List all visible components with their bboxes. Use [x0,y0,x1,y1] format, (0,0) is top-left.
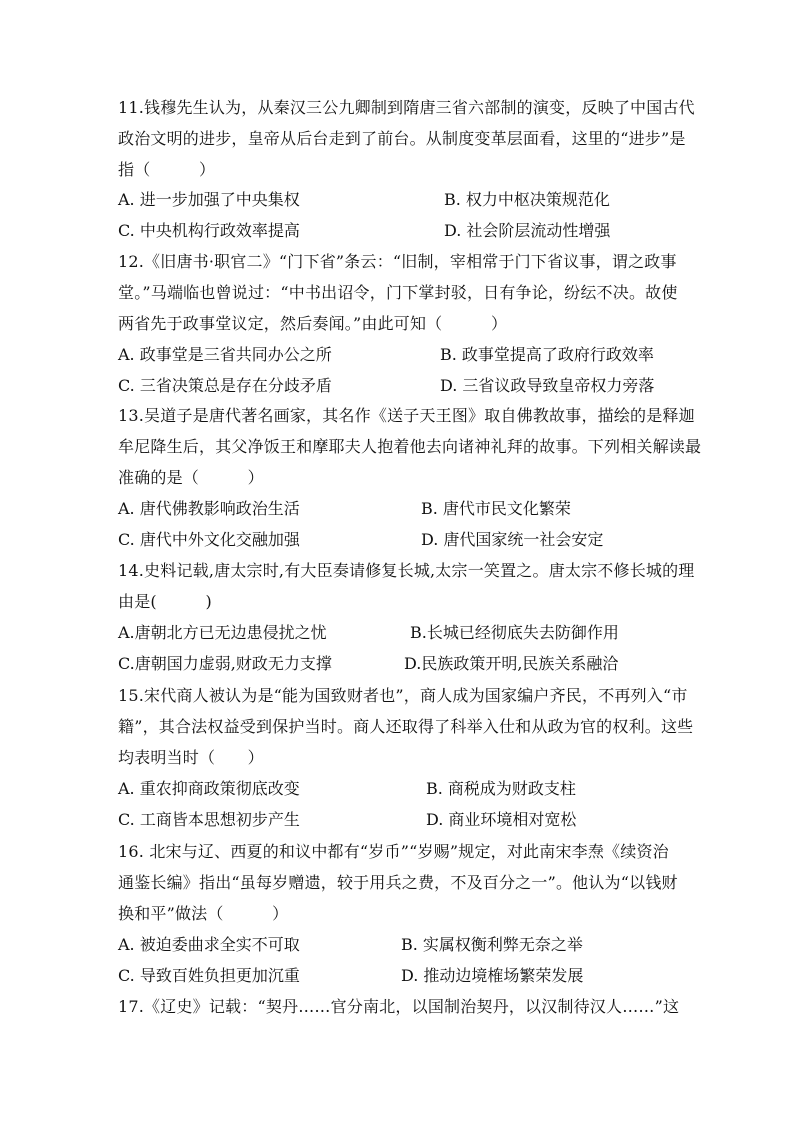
q15-line-3: 均表明当时（ ） [118,748,264,767]
q11-option-b: B. 权力中枢决策规范化 [444,190,610,209]
q12-option-b: B. 政事堂提高了政府行政效率 [440,345,654,364]
q13-option-d: D. 唐代国家统一社会安定 [421,530,604,549]
q15-line-2: 籍”，其合法权益受到保护当时。商人还取得了科举入仕和从政为官的权利。这些 [118,717,694,736]
q13-option-b: B. 唐代市民文化繁荣 [421,499,571,518]
q15-option-a: A. 重农抑商政策彻底改变 [118,779,300,798]
q13-option-c: C. 唐代中外文化交融加强 [118,530,300,549]
q11-option-a: A. 进一步加强了中央集权 [118,190,300,209]
q14-line-2: 由是( ) [118,592,212,611]
q17-line-1: 17.《辽史》记载：“契丹……官分南北，以国制治契丹，以汉制待汉人……”这 [118,997,680,1016]
q11-line-1: 11.钱穆先生认为，从秦汉三公九卿制到隋唐三省六部制的演变，反映了中国古代 [118,98,695,117]
q11-line-2: 政治文明的进步，皇帝从后台走到了前台。从制度变革层面看，这里的“进步”是 [118,129,686,148]
q16-option-a: A. 被迫委曲求全实不可取 [118,935,300,954]
q11-option-d: D. 社会阶层流动性增强 [444,221,611,240]
q12-line-2: 堂。”马端临也曾说过：“中书出诏令，门下掌封驳，日有争论，纷纭不决。故使 [118,283,678,302]
q14-option-b: B.长城已经彻底失去防御作用 [410,623,619,642]
q16-option-b: B. 实属权衡利弊无奈之举 [401,935,583,954]
q12-line-1: 12.《旧唐书·职官二》“门下省”条云：“旧制，宰相常于门下省议事，谓之政事 [118,252,677,271]
q16-option-c: C. 导致百姓负担更加沉重 [118,966,300,985]
q12-option-a: A. 政事堂是三省共同办公之所 [118,345,332,364]
q16-line-1: 16. 北宋与辽、西夏的和议中都有“岁币”“岁赐”规定，对此南宋李焘《续资治 [118,842,669,861]
q11-option-c: C. 中央机构行政效率提高 [118,221,300,240]
q11-line-3: 指（ ） [118,160,216,179]
q15-option-c: C. 工商皆本思想初步产生 [118,810,300,829]
q14-option-c: C.唐朝国力虚弱,财政无力支撑 [118,654,332,673]
q15-line-1: 15.宋代商人被认为是“能为国致财者也”，商人成为国家编户齐民，不再列入“市 [118,686,688,705]
q16-option-d: D. 推动边境榷场繁荣发展 [401,966,584,985]
q14-line-1: 14.史料记载,唐太宗时,有大臣奏请修复长城,太宗一笑置之。唐太宗不修长城的理 [118,561,695,580]
q13-line-2: 牟尼降生后，其父净饭王和摩耶夫人抱着他去向诸神礼拜的故事。下列相关解读最 [118,437,702,456]
q12-option-d: D. 三省议政导致皇帝权力旁落 [440,376,655,395]
q12-option-c: C. 三省决策总是存在分歧矛盾 [118,376,332,395]
q13-line-3: 准确的是（ ） [118,468,264,487]
q15-option-b: B. 商税成为财政支柱 [426,779,576,798]
q15-option-d: D. 商业环境相对宽松 [426,810,577,829]
q12-line-3: 两省先于政事堂议定，然后奏闻。”由此可知（ ） [118,314,508,333]
q14-option-d: D.民族政策开明,民族关系融洽 [404,654,619,673]
q13-line-1: 13.吴道子是唐代著名画家，其名作《送子天王图》取自佛教故事，描绘的是释迦 [118,406,695,425]
q14-option-a: A.唐朝北方已无边患侵扰之忧 [118,623,327,642]
q16-line-2: 通鉴长编》指出“虽每岁赠遗，较于用兵之费，不及百分之一”。他认为“以钱财 [118,873,678,892]
q16-line-3: 换和平”做法（ ） [118,904,289,923]
q13-option-a: A. 唐代佛教影响政治生活 [118,499,300,518]
